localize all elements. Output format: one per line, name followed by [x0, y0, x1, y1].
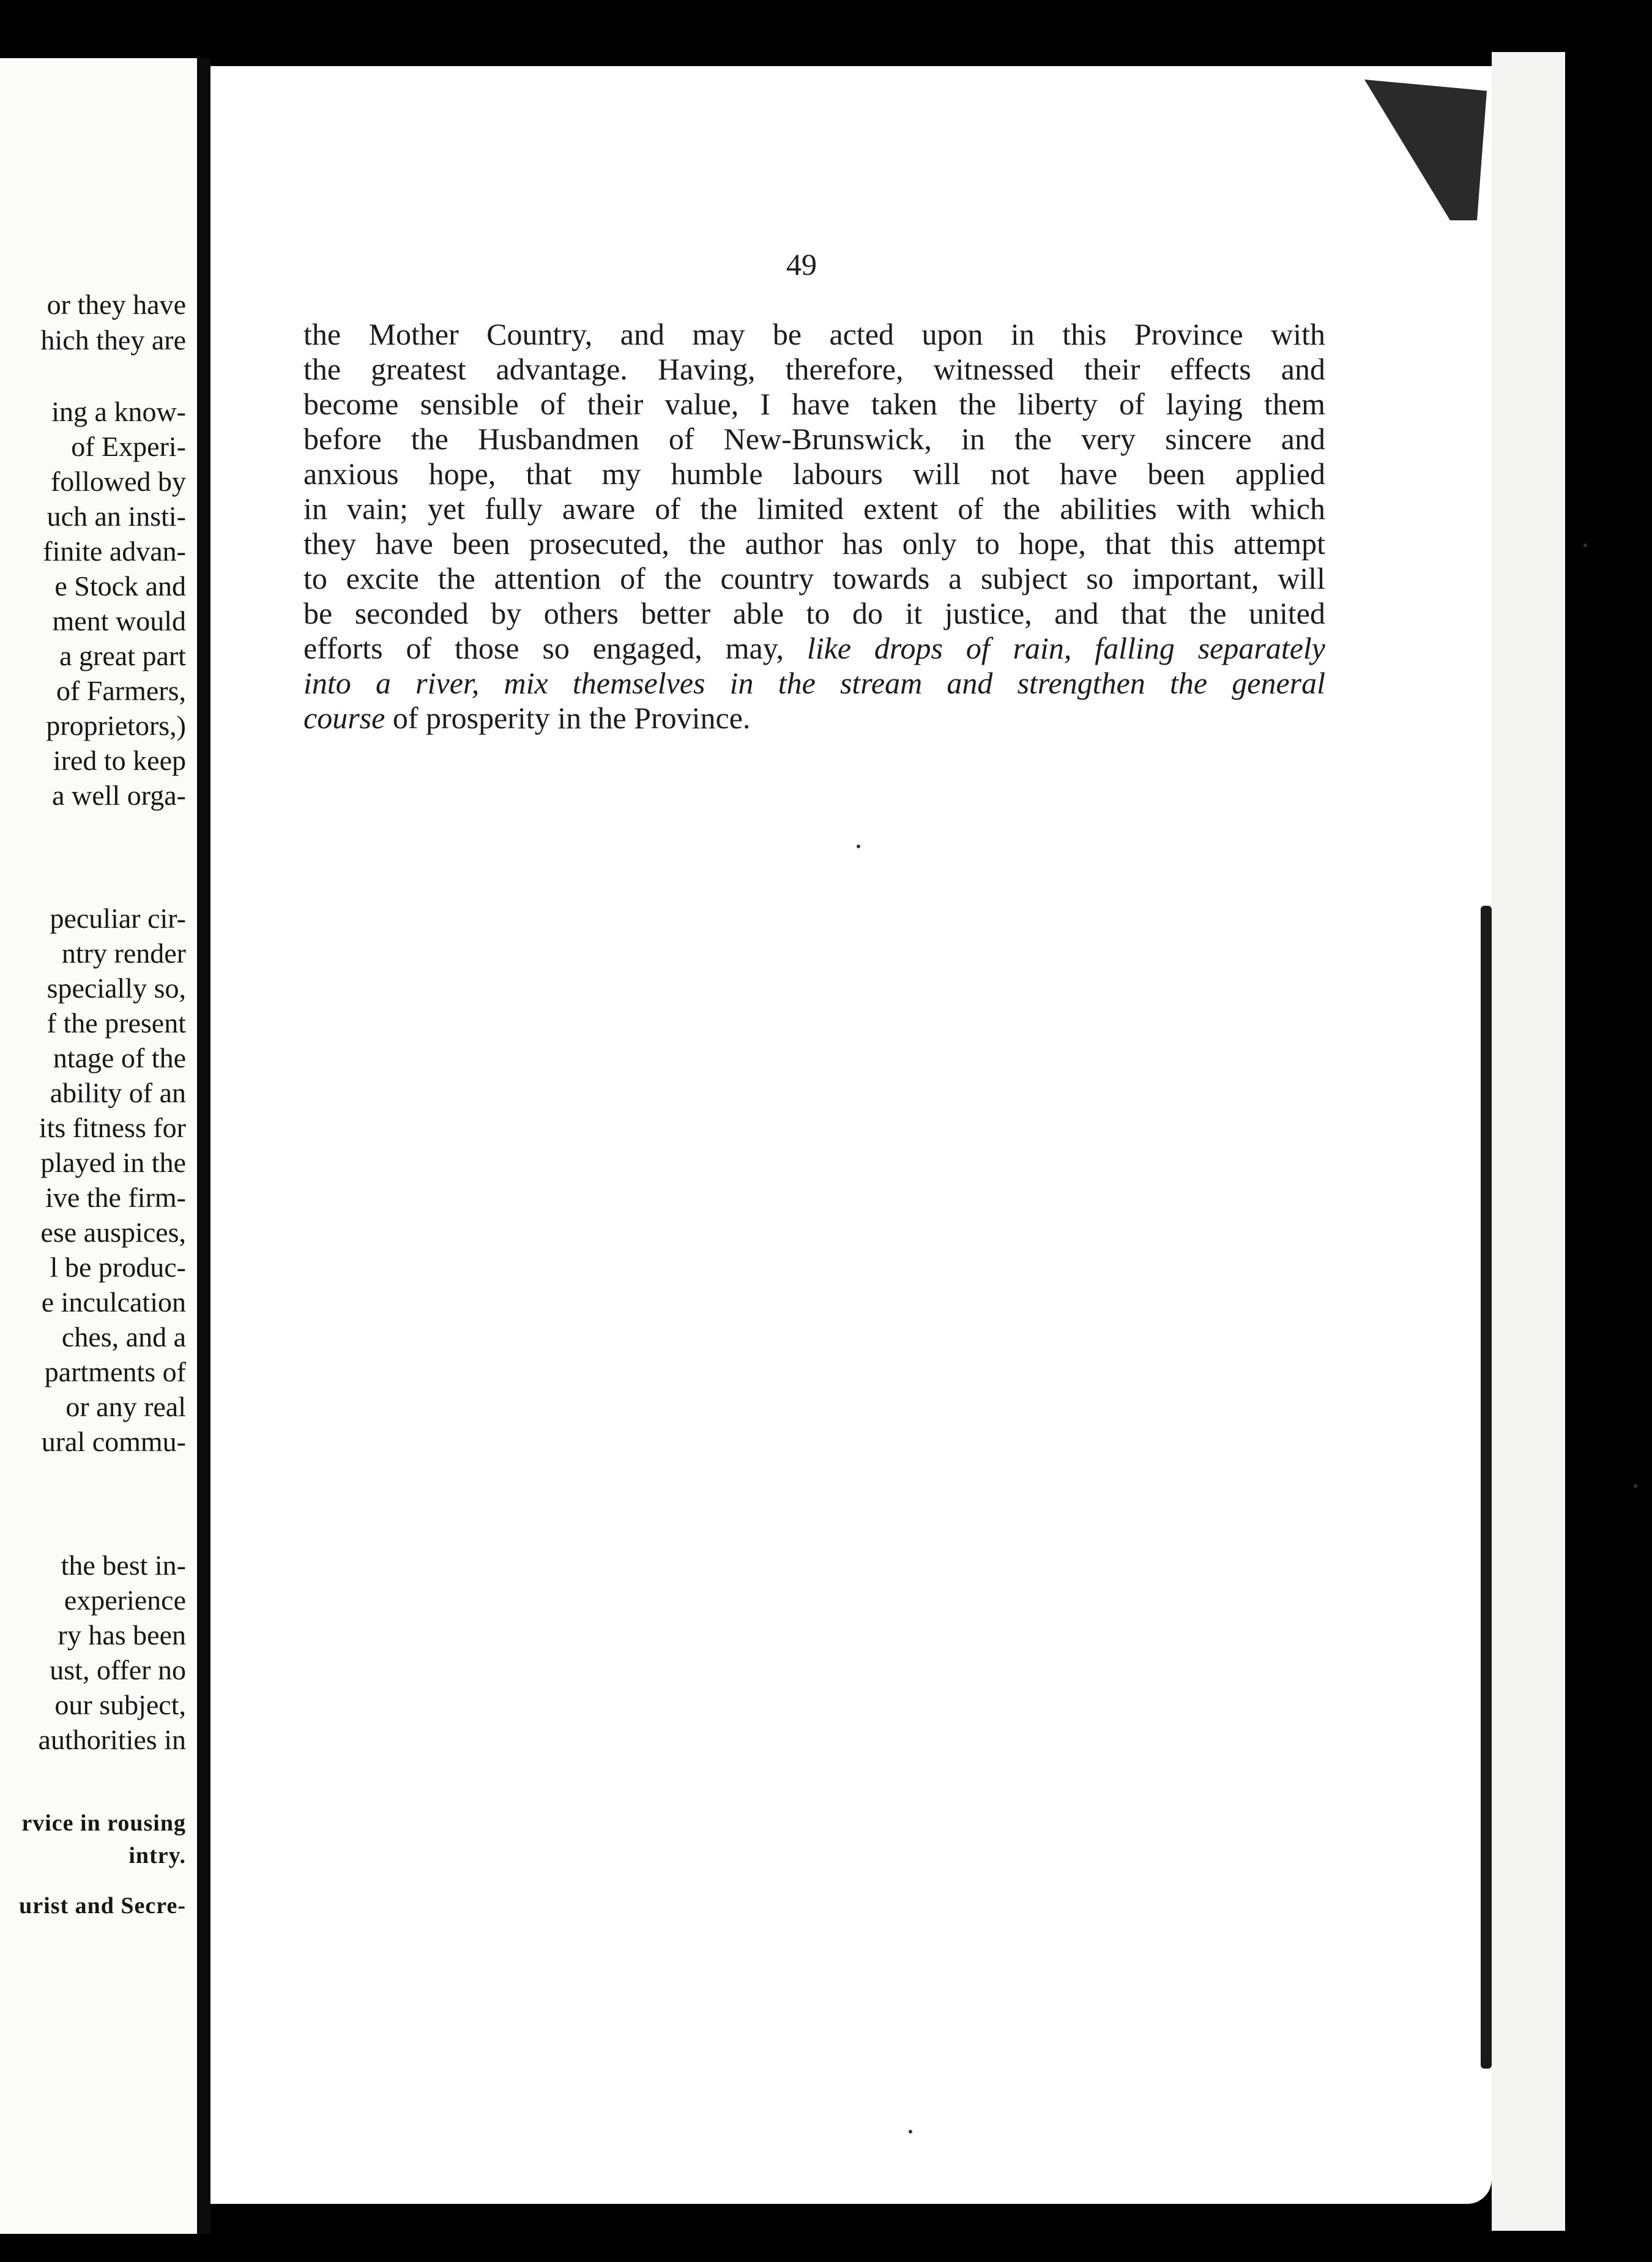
previous-page-line: f the present — [47, 1007, 186, 1039]
text-line — [303, 457, 1325, 491]
text-run: be seconded by others better able to do it justice, and that the united — [303, 596, 1325, 630]
speck — [1583, 543, 1587, 547]
previous-page-line: specially so, — [47, 972, 186, 1004]
previous-page-line: e Stock and — [54, 570, 186, 602]
previous-page-line: of Experi- — [71, 431, 186, 462]
previous-page-footnote-line: urist and Secre- — [19, 1893, 186, 1919]
previous-page-line: e inculcation — [41, 1286, 186, 1318]
text-line — [303, 701, 1325, 736]
text-line — [303, 491, 1325, 526]
previous-page-line: our subject, — [54, 1689, 186, 1720]
previous-page-line: authorities in — [38, 1724, 186, 1755]
text-run: anxious hope, that my humble labours will not have been applied — [303, 457, 1325, 491]
italic-text: course — [303, 701, 385, 735]
text-line — [303, 561, 1325, 596]
book-gutter — [197, 58, 210, 2234]
body-paragraph — [303, 317, 1325, 736]
previous-page-line: followed by — [50, 466, 186, 497]
text-line — [303, 526, 1325, 561]
text-run: to excite the attention of the country towards a subject so important, will — [303, 561, 1325, 595]
previous-page-line: peculiar cir- — [50, 903, 186, 934]
previous-page-line: partments of — [44, 1356, 186, 1387]
previous-page-footnote-line: intry. — [128, 1843, 186, 1868]
previous-page-line: ability of an — [50, 1077, 186, 1108]
text-line — [303, 631, 1325, 666]
previous-page-line: ntage of the — [53, 1042, 186, 1073]
previous-page-line: ntry render — [61, 938, 186, 969]
text-line — [303, 387, 1325, 422]
previous-page-line: finite advan- — [43, 536, 186, 567]
text-line — [303, 422, 1325, 457]
page-edge-shadow — [1481, 906, 1492, 2069]
previous-page-line: of Farmers, — [56, 675, 186, 706]
speck — [909, 2130, 912, 2133]
previous-page-line: the best in- — [61, 1550, 186, 1581]
previous-page-line: experience — [64, 1585, 186, 1616]
previous-page-line: ing a know- — [51, 396, 186, 427]
previous-page-line: ry has been — [58, 1619, 186, 1651]
previous-page-line: ive the firm- — [45, 1182, 186, 1213]
text-run: of prosperity in the Province. — [385, 701, 751, 735]
previous-page-line: a great part — [59, 640, 186, 671]
previous-page-line: played in the — [40, 1147, 186, 1178]
previous-page-line: proprietors,) — [46, 710, 186, 741]
previous-page-fragment — [0, 58, 197, 2234]
text-line — [303, 317, 1325, 352]
previous-page-line: ust, offer no — [50, 1654, 186, 1685]
italic-text: like drops of rain, falling separately — [806, 631, 1326, 665]
text-run: become sensible of their value, I have taken the liberty of laying them — [303, 387, 1325, 421]
previous-page-line: or they have — [47, 289, 186, 320]
previous-page-line: l be produc- — [50, 1252, 186, 1283]
previous-page-line: its fitness for — [39, 1112, 186, 1143]
speck — [1634, 1484, 1637, 1488]
page-edge-strip — [1492, 52, 1565, 2231]
text-run: the greatest advantage. Having, therefore, witnessed their effects and — [303, 352, 1325, 386]
previous-page-line: ese auspices, — [40, 1217, 186, 1248]
previous-page-line: ment would — [52, 605, 186, 636]
text-run: efforts of those so engaged, may, — [303, 631, 807, 665]
page-number: 49 — [786, 247, 817, 282]
text-line — [303, 666, 1325, 701]
previous-page-line: or any real — [65, 1391, 186, 1422]
previous-page-line: a well orga- — [52, 780, 186, 811]
previous-page-footnote-line: rvice in rousing — [21, 1810, 186, 1836]
text-run: in vain; yet fully aware of the limited extent of the abilities with which — [303, 491, 1325, 526]
previous-page-line: ired to keep — [53, 745, 186, 776]
text-line — [303, 352, 1325, 387]
previous-page-line: ches, and a — [61, 1321, 186, 1353]
text-run: before the Husbandmen of New-Brunswick, in the very sincere and — [303, 422, 1325, 456]
text-run: they have been prosecuted, the author has only to hope, that this attempt — [303, 526, 1325, 561]
previous-page-line: hich they are — [40, 324, 186, 356]
text-run: the Mother Country, and may be acted upon in this Province with — [303, 317, 1325, 351]
text-line — [303, 596, 1325, 631]
italic-text: into a river, mix themselves in the stream and strengthen the general — [303, 666, 1325, 700]
speck — [857, 845, 860, 848]
previous-page-line: ural commu- — [41, 1426, 186, 1457]
previous-page-line: uch an insti- — [47, 501, 186, 532]
